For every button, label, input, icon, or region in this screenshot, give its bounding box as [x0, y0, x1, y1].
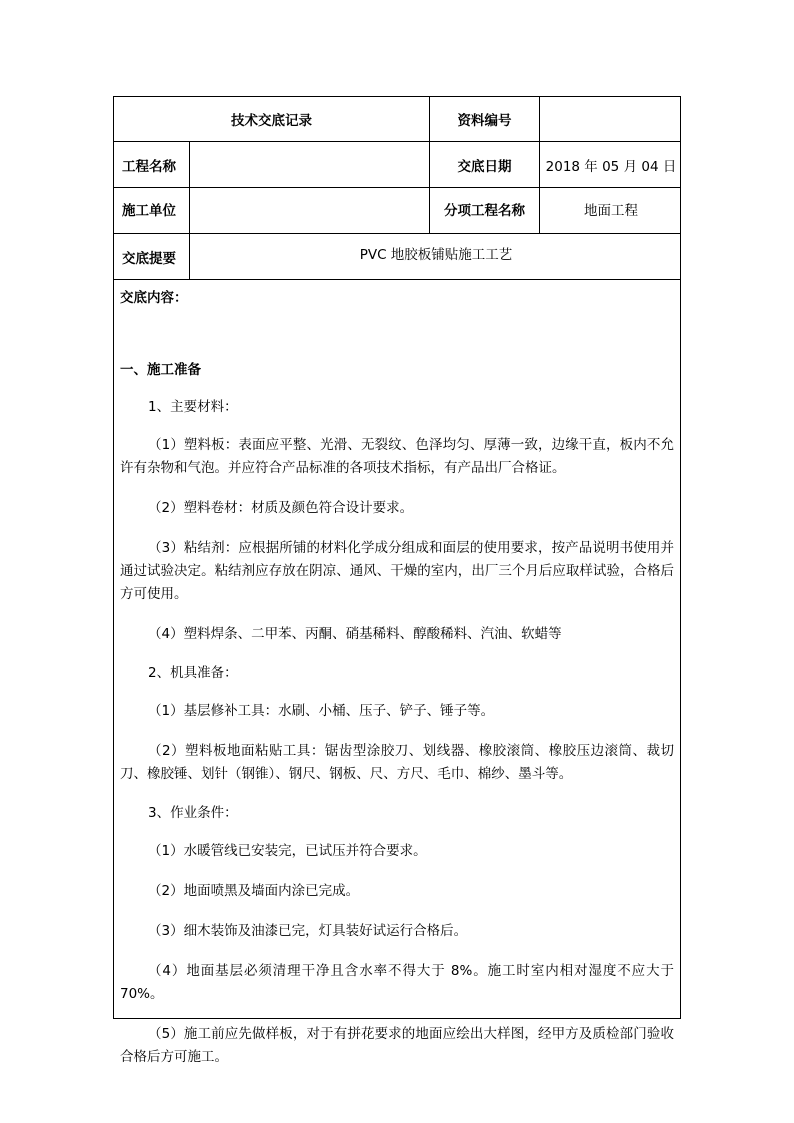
technical-disclosure-form	[113, 96, 681, 1065]
summary-label: 交底提要	[114, 234, 190, 279]
material-item-1: （1）塑料板：表面应平整、光滑、无裂纹、色泽均匀、厚薄一致，边缘干直，板内不允许有杂物和气泡。并应符合产品标准的各项技术指标，有产品出厂合格证。	[120, 437, 674, 476]
header-row	[114, 97, 680, 142]
unit-value[interactable]	[190, 188, 430, 233]
unit-label: 施工单位	[114, 188, 190, 233]
condition-item-1: （1）水暖管线已安装完，已试压并符合要求。	[148, 843, 427, 859]
material-item-4: （4）塑料焊条、二甲苯、丙酮、硝基稀料、醇酸稀料、汽油、软蜡等	[148, 626, 562, 642]
tools-title: 2、机具准备：	[148, 665, 238, 681]
material-item-3: （3）粘结剂：应根据所铺的材料化学成分组成和面层的使用要求，按产品说明书使用并通过试验决定。粘结剂应存放在阴凉、通风、干燥的室内，出厂三个月后应取样试验，合格后方可使用。	[120, 540, 674, 602]
unit-row	[114, 188, 680, 234]
content-heading: 交底内容：	[120, 290, 188, 306]
materials-title: 1、主要材料：	[148, 399, 238, 415]
disclosure-content	[114, 282, 680, 1069]
section-construction-prep: 一、施工准备	[120, 362, 201, 378]
project-row	[114, 142, 680, 188]
tool-item-2: （2）塑料板地面粘贴工具：锯齿型涂胶刀、划线器、橡胶滚筒、橡胶压边滚筒、裁切刀、橡胶锤、划针（钢锥）、钢尺、钢板、尺、方尺、毛巾、棉纱、墨斗等。	[120, 743, 674, 782]
conditions-title: 3、作业条件：	[148, 805, 238, 821]
form-title: 技术交底记录	[114, 97, 430, 141]
subproject-value[interactable]: 地面工程	[584, 203, 638, 219]
material-item-2: （2）塑料卷材：材质及颜色符合设计要求。	[148, 500, 414, 516]
doc-no-label: 资料编号	[430, 97, 540, 141]
doc-no-value[interactable]	[540, 97, 682, 141]
condition-item-4: （4）地面基层必须清理干净且含水率不得大于 8%。施工时室内相对湿度不应大于 70%。	[120, 963, 674, 1002]
condition-item-5: （5）施工前应先做样板，对于有拼花要求的地面应绘出大样图，经甲方及质检部门验收合格后方可施工。	[120, 1026, 674, 1065]
tool-item-1: （1）基层修补工具：水刷、小桶、压子、铲子、锤子等。	[148, 703, 495, 719]
project-name-label: 工程名称	[114, 142, 190, 187]
summary-value[interactable]: PVC 地胶板铺贴施工工艺	[359, 247, 513, 263]
date-label: 交底日期	[430, 142, 540, 187]
subproject-label: 分项工程名称	[430, 188, 540, 233]
condition-item-2: （2）地面喷黑及墙面内涂已完成。	[148, 883, 360, 899]
condition-item-3: （3）细木装饰及油漆已完，灯具装好试运行合格后。	[148, 923, 468, 939]
date-value[interactable]: 2018 年 05 月 04 日	[545, 158, 677, 175]
summary-row	[114, 234, 680, 280]
project-name-value[interactable]	[190, 142, 430, 187]
